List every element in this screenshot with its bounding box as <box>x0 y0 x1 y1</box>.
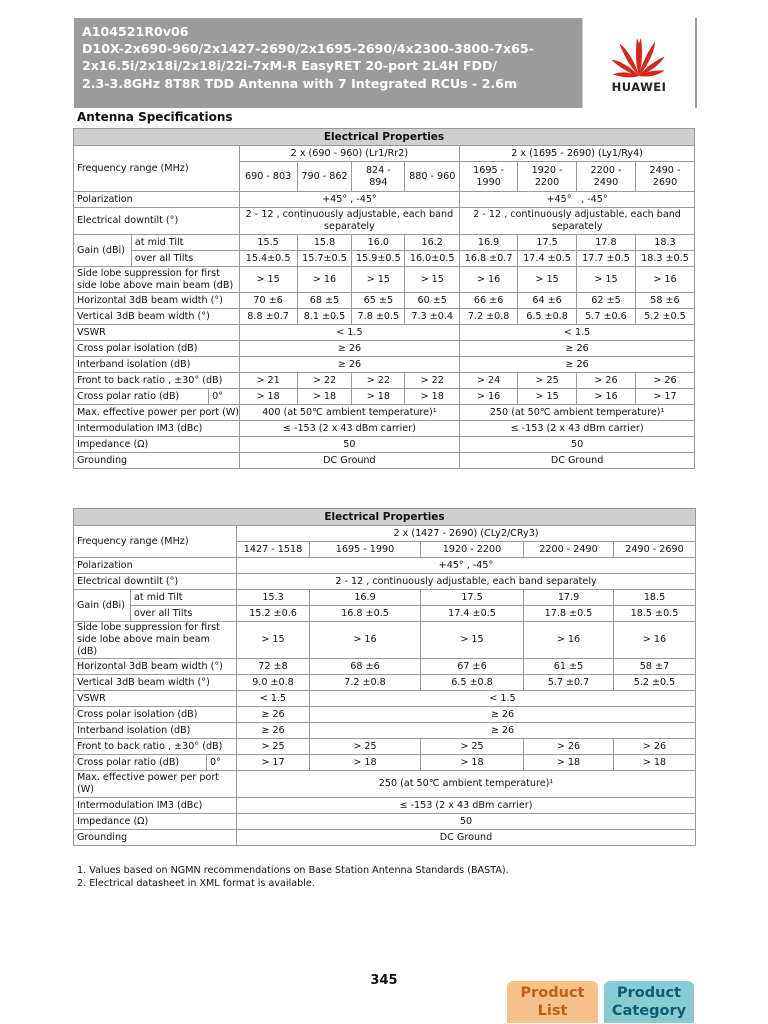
cell-value: 15.5 <box>239 235 297 251</box>
cell-value: ≥ 26 <box>460 357 695 373</box>
cell-value: 66 ±6 <box>460 293 518 309</box>
sub-label: 0° <box>207 755 237 771</box>
table-heading: Electrical Properties <box>74 129 695 146</box>
huawei-logo <box>582 18 695 108</box>
sub-label: at mid Tilt <box>131 590 237 606</box>
cell-value: 62 ±5 <box>577 293 636 309</box>
row-label: VSWR <box>74 691 237 707</box>
subband: 2490 - 2690 <box>614 542 696 558</box>
row-label: VSWR <box>74 325 240 341</box>
band-group: 2 x (690 - 960) (Lr1/Rr2) <box>239 146 460 162</box>
cell-value: 18.5 ±0.5 <box>614 606 696 622</box>
subband: 2490 - 2690 <box>635 162 694 192</box>
cell-value: 250 (at 50℃ ambient temperature)¹ <box>460 405 695 421</box>
row-label: Cross polar ratio (dB) <box>74 389 209 405</box>
cell-value: 17.7 ±0.5 <box>577 251 636 267</box>
cell-value: 7.3 ±0.4 <box>405 309 460 325</box>
cell-value: 8.8 ±0.7 <box>239 309 297 325</box>
row-label: Vertical 3dB beam width (°) <box>74 675 237 691</box>
cell-value: > 25 <box>518 373 577 389</box>
page-number: 345 <box>370 973 398 988</box>
subband: 1695 - 1990 <box>460 162 518 192</box>
cell-value: 16.8 ±0.7 <box>460 251 518 267</box>
cell-value: 5.7 ±0.6 <box>577 309 636 325</box>
subband: 2200 - 2490 <box>577 162 636 192</box>
table-heading: Electrical Properties <box>74 509 696 526</box>
cell-value: ≥ 26 <box>239 357 460 373</box>
cell-value: 17.8 ±0.5 <box>524 606 614 622</box>
cell-value: > 26 <box>524 739 614 755</box>
subband: 2200 - 2490 <box>524 542 614 558</box>
row-label: Frequency range (MHz) <box>74 146 240 192</box>
cell-value: > 22 <box>297 373 352 389</box>
cell-value: 68 ±6 <box>310 659 421 675</box>
cell-value: DC Ground <box>239 453 460 469</box>
row-label: Max. effective power per port (W) <box>74 405 240 421</box>
cell-value: 50 <box>239 437 460 453</box>
cell-value: 15.9±0.5 <box>352 251 405 267</box>
cell-value: 16.9 <box>310 590 421 606</box>
cell-value: > 26 <box>614 739 696 755</box>
cell-value: 2 - 12 , continuously adjustable, each band separately <box>460 208 695 235</box>
row-label: Frequency range (MHz) <box>74 526 237 558</box>
cell-value: 15.3 <box>237 590 310 606</box>
row-label: Side lobe suppression for first side lobe above main beam (dB) <box>74 267 240 293</box>
cell-value: > 15 <box>405 267 460 293</box>
cell-value: 16.2 <box>405 235 460 251</box>
cell-value: > 26 <box>577 373 636 389</box>
cell-value: 7.2 ±0.8 <box>460 309 518 325</box>
row-label: Gain (dBi) <box>74 590 131 622</box>
cell-value: 18.3 ±0.5 <box>635 251 694 267</box>
row-label: Impedance (Ω) <box>74 814 237 830</box>
cell-value: > 16 <box>577 389 636 405</box>
row-label: Grounding <box>74 830 237 846</box>
cell-value: DC Ground <box>460 453 695 469</box>
cell-value: 250 (at 50℃ ambient temperature)¹ <box>237 771 696 798</box>
cell-value: ≥ 26 <box>310 723 696 739</box>
row-label: Cross polar isolation (dB) <box>74 707 237 723</box>
huawei-logo-text: HUAWEI <box>611 80 667 94</box>
cell-value: 16.9 <box>460 235 518 251</box>
cell-value: +45° , -45° <box>239 192 460 208</box>
cell-value: < 1.5 <box>460 325 695 341</box>
cell-value: > 16 <box>310 622 421 659</box>
row-label: Cross polar ratio (dB) <box>74 755 207 771</box>
cell-value: > 26 <box>635 373 694 389</box>
cell-value: 5.2 ±0.5 <box>614 675 696 691</box>
cell-value: > 18 <box>421 755 524 771</box>
cell-value: 5.7 ±0.7 <box>524 675 614 691</box>
sub-label: over all Tilts <box>131 606 237 622</box>
cell-value: > 25 <box>310 739 421 755</box>
cell-value: > 15 <box>237 622 310 659</box>
cell-value: > 16 <box>460 389 518 405</box>
cell-value: 7.8 ±0.5 <box>352 309 405 325</box>
row-label: Interband isolation (dB) <box>74 723 237 739</box>
cell-value: ≤ -153 (2 x 43 dBm carrier) <box>239 421 460 437</box>
cell-value: 6.5 ±0.8 <box>421 675 524 691</box>
sub-label: at mid Tilt <box>131 235 239 251</box>
row-label: Front to back ratio , ±30° (dB) <box>74 739 237 755</box>
cell-value: 8.1 ±0.5 <box>297 309 352 325</box>
electrical-properties-table-1 <box>73 128 695 469</box>
cell-value: 67 ±6 <box>421 659 524 675</box>
title-line: 2.3-3.8GHz 8T8R TDD Antenna with 7 Integrated RCUs - 2.6m <box>82 75 518 91</box>
row-label: Gain (dBi) <box>74 235 132 267</box>
cell-value: > 15 <box>577 267 636 293</box>
cell-value: 15.2 ±0.6 <box>237 606 310 622</box>
button-label: Product <box>520 985 585 1001</box>
title-line: D10X-2x690-960/2x1427-2690/2x1695-2690/4x2300-3800-7x65- <box>82 41 534 57</box>
subband: 1920 - 2200 <box>421 542 524 558</box>
row-label: Interband isolation (dB) <box>74 357 240 373</box>
row-label: Horizontal 3dB beam width (°) <box>74 293 240 309</box>
cell-value: > 18 <box>297 389 352 405</box>
row-label: Vertical 3dB beam width (°) <box>74 309 240 325</box>
cell-value: > 21 <box>239 373 297 389</box>
cell-value: > 18 <box>310 755 421 771</box>
button-label: List <box>537 1003 568 1019</box>
cell-value: < 1.5 <box>239 325 460 341</box>
row-label: Grounding <box>74 453 240 469</box>
cell-value: ≥ 26 <box>310 707 696 723</box>
row-label: Polarization <box>74 192 240 208</box>
cell-value: > 16 <box>524 622 614 659</box>
cell-value: > 16 <box>460 267 518 293</box>
row-label: Electrical downtilt (°) <box>74 574 237 590</box>
cell-value: 16.0±0.5 <box>405 251 460 267</box>
subband: 880 - 960 <box>405 162 460 192</box>
cell-value: 5.2 ±0.5 <box>635 309 694 325</box>
cell-value: 400 (at 50℃ ambient temperature)¹ <box>239 405 460 421</box>
subband: 1427 - 1518 <box>237 542 310 558</box>
row-label: Max. effective power per port (W) <box>74 771 237 798</box>
subband: 1695 - 1990 <box>310 542 421 558</box>
cell-value: 50 <box>460 437 695 453</box>
title-line: 2x16.5i/2x18i/2x18i/22i-7xM-R EasyRET 20-port 2L4H FDD/ <box>82 58 498 74</box>
cell-value: > 16 <box>297 267 352 293</box>
footnotes <box>77 865 509 890</box>
cell-value: > 18 <box>405 389 460 405</box>
cell-value: < 1.5 <box>310 691 696 707</box>
cell-value: 15.8 <box>297 235 352 251</box>
section-title: Antenna Specifications <box>77 110 233 124</box>
row-label: Side lobe suppression for first side lobe above main beam (dB) <box>74 622 237 659</box>
cell-value: 15.4±0.5 <box>239 251 297 267</box>
cell-value: 17.8 <box>577 235 636 251</box>
cell-value: 2 - 12 , continuously adjustable, each band separately <box>239 208 460 235</box>
cell-value: > 15 <box>518 389 577 405</box>
cell-value: 15.7±0.5 <box>297 251 352 267</box>
cell-value: ≥ 26 <box>239 341 460 357</box>
button-label: Category <box>611 1003 687 1019</box>
subband: 790 - 862 <box>297 162 352 192</box>
footnote: 1. Values based on NGMN recommendations on Base Station Antenna Standards (BASTA). <box>77 865 509 876</box>
subband: 690 - 803 <box>239 162 297 192</box>
cell-value: 7.2 ±0.8 <box>310 675 421 691</box>
cell-value: > 18 <box>524 755 614 771</box>
cell-value: > 17 <box>635 389 694 405</box>
row-label: Front to back ratio , ±30° (dB) <box>74 373 240 389</box>
cell-value: > 25 <box>237 739 310 755</box>
product-list-button[interactable] <box>507 981 598 1023</box>
subband: 1920 - 2200 <box>518 162 577 192</box>
cell-value: 58 ±6 <box>635 293 694 309</box>
band-group: 2 x (1427 - 2690) (CLy2/CRy3) <box>237 526 696 542</box>
cell-value: > 18 <box>239 389 297 405</box>
sub-label: over all Tilts <box>131 251 239 267</box>
row-label: Polarization <box>74 558 237 574</box>
row-label: Electrical downtilt (°) <box>74 208 240 235</box>
title-line: A104521R0v06 <box>82 24 189 39</box>
button-label: Product <box>617 985 681 1001</box>
cell-value: +45° , -45° <box>460 192 695 208</box>
cell-value: ≥ 26 <box>237 723 310 739</box>
cell-value: 61 ±5 <box>524 659 614 675</box>
cell-value: 60 ±5 <box>405 293 460 309</box>
cell-value: ≤ -153 (2 x 43 dBm carrier) <box>460 421 695 437</box>
cell-value: +45° , -45° <box>237 558 696 574</box>
cell-value: ≥ 26 <box>460 341 695 357</box>
cell-value: 18.5 <box>614 590 696 606</box>
row-label: Intermodulation IM3 (dBc) <box>74 798 237 814</box>
cell-value: 68 ±5 <box>297 293 352 309</box>
cell-value: 18.3 <box>635 235 694 251</box>
row-label: Intermodulation IM3 (dBc) <box>74 421 240 437</box>
cell-value: 9.0 ±0.8 <box>237 675 310 691</box>
cell-value: 17.5 <box>518 235 577 251</box>
product-category-button[interactable] <box>604 981 694 1023</box>
cell-value: > 15 <box>421 622 524 659</box>
cell-value: > 16 <box>635 267 694 293</box>
cell-value: ≥ 26 <box>237 707 310 723</box>
cell-value: > 15 <box>518 267 577 293</box>
band-group: 2 x (1695 - 2690) (Ly1/Ry4) <box>460 146 695 162</box>
cell-value: > 22 <box>352 373 405 389</box>
cell-value: > 18 <box>352 389 405 405</box>
cell-value: 17.5 <box>421 590 524 606</box>
cell-value: DC Ground <box>237 830 696 846</box>
cell-value: > 24 <box>460 373 518 389</box>
cell-value: 16.0 <box>352 235 405 251</box>
cell-value: 65 ±5 <box>352 293 405 309</box>
cell-value: 17.9 <box>524 590 614 606</box>
cell-value: > 16 <box>614 622 696 659</box>
cell-value: 2 - 12 , continuously adjustable, each band separately <box>237 574 696 590</box>
cell-value: 70 ±6 <box>239 293 297 309</box>
cell-value: > 15 <box>352 267 405 293</box>
row-label: Cross polar isolation (dB) <box>74 341 240 357</box>
cell-value: > 25 <box>421 739 524 755</box>
cell-value: 6.5 ±0.8 <box>518 309 577 325</box>
subband: 824 - 894 <box>352 162 405 192</box>
cell-value: 17.4 ±0.5 <box>518 251 577 267</box>
cell-value: > 15 <box>239 267 297 293</box>
cell-value: > 17 <box>237 755 310 771</box>
cell-value: 16.8 ±0.5 <box>310 606 421 622</box>
row-label: Impedance (Ω) <box>74 437 240 453</box>
row-label: Horizontal 3dB beam width (°) <box>74 659 237 675</box>
cell-value: 64 ±6 <box>518 293 577 309</box>
document-title <box>82 23 572 92</box>
huawei-flower-icon <box>583 22 695 82</box>
sub-label: 0° <box>209 389 239 405</box>
cell-value: > 22 <box>405 373 460 389</box>
electrical-properties-table-2 <box>73 508 696 846</box>
cell-value: 17.4 ±0.5 <box>421 606 524 622</box>
cell-value: 72 ±8 <box>237 659 310 675</box>
footnote: 2. Electrical datasheet in XML format is available. <box>77 877 315 889</box>
document-header <box>74 18 697 108</box>
cell-value: > 18 <box>614 755 696 771</box>
cell-value: ≤ -153 (2 x 43 dBm carrier) <box>237 798 696 814</box>
cell-value: 50 <box>237 814 696 830</box>
cell-value: 58 ±7 <box>614 659 696 675</box>
cell-value: < 1.5 <box>237 691 310 707</box>
